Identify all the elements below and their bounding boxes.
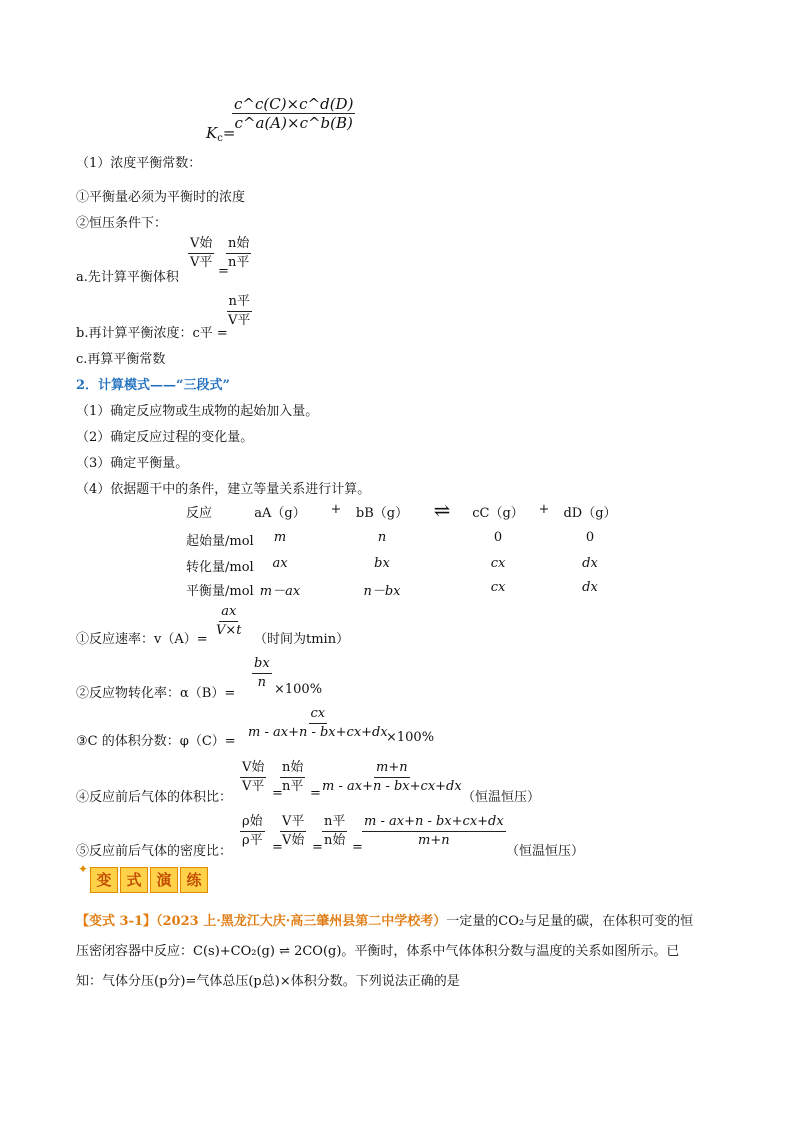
- volume-fraction-tail: ×100%: [386, 730, 435, 745]
- density-frac4: $\frac{m - ax+n - bx+cx+dx}{m+n}$: [364, 814, 504, 848]
- gas-volume-note: （恒温恒压）: [462, 790, 541, 805]
- question-line2: 压密闭容器中反应：C(s)+CO₂(g) ⇌ 2CO(g)。平衡时，体系中气体体积分数与温度的关系如图所示。已: [76, 944, 680, 959]
- question-line1: [76, 910, 693, 929]
- step-2: （2）确定反应过程的变化量。: [76, 430, 254, 445]
- step-4: （4）依据题干中的条件，建立等量关系进行计算。: [76, 482, 371, 497]
- eq-sign: =: [272, 786, 283, 801]
- conversion-frac: $\frac{bx}{n}$: [254, 656, 270, 690]
- gas-volume-frac3: $\frac{m+n}{m - ax+n - bx+cx+dx}$: [322, 760, 462, 794]
- volume-fraction-frac: $\frac{cx}{m - ax+n - bx+cx+dx}$: [248, 706, 388, 740]
- rate-frac: $\frac{ax}{V\times t}$: [216, 604, 242, 638]
- table-cell: n: [377, 530, 387, 545]
- table-cell: 0: [493, 530, 503, 545]
- row-label-start: 起始量/mol: [186, 534, 254, 549]
- banner-char: 变: [90, 867, 118, 893]
- a-eq: =: [218, 264, 229, 279]
- conversion-tail: ×100%: [274, 682, 323, 697]
- gas-volume-ratio-label: ④反应前后气体的体积比：: [76, 790, 233, 805]
- table-cell: m: [273, 530, 287, 545]
- density-frac3: n平 n始: [324, 814, 346, 848]
- gas-volume-frac1: V始 V平: [242, 760, 265, 794]
- density-ratio-label: ⑤反应前后气体的密度比：: [76, 844, 233, 859]
- a-frac1: V始 V平: [190, 236, 213, 270]
- conversion-label: ②反应物转化率：α（B）=: [76, 686, 236, 701]
- table-cell: cx: [490, 556, 506, 571]
- section1-heading: （1）浓度平衡常数：: [76, 156, 202, 171]
- density-note: （恒温恒压）: [506, 844, 585, 859]
- eq-sign: =: [312, 840, 323, 855]
- kc-denominator: c^a(A)×c^b(B): [234, 114, 353, 132]
- table-header-d: dD（g）: [563, 506, 617, 521]
- table-cell: m－ax: [259, 584, 301, 599]
- step-1: （1）确定反应物或生成物的起始加入量。: [76, 404, 319, 419]
- table-cell: dx: [582, 556, 598, 571]
- practice-banner: [78, 862, 212, 896]
- b-frac: n平 V平: [228, 294, 251, 328]
- table-cell: dx: [582, 580, 598, 595]
- point2: ②恒压条件下：: [76, 216, 168, 231]
- eq-sign: =: [310, 786, 321, 801]
- table-cell: cx: [490, 580, 506, 595]
- table-header-c: cC（g）: [472, 506, 524, 521]
- section2-title: 2．计算模式——“三段式”: [76, 378, 231, 393]
- table-cell: ax: [272, 556, 288, 571]
- question-tag: 【变式 3-1】: [76, 914, 157, 929]
- kc-numerator: c^c(C)×c^d(D): [234, 95, 354, 113]
- banner-char: 式: [120, 867, 148, 893]
- kc-lhs: $K_c=$: [206, 124, 236, 144]
- table-header-plus2: +: [538, 502, 550, 517]
- table-cell: bx: [374, 556, 390, 571]
- table-header-plus1: +: [330, 502, 342, 517]
- table-header-label: 反应: [186, 506, 213, 521]
- table-cell: n－bx: [363, 584, 401, 599]
- c-label: c.再算平衡常数: [76, 352, 166, 367]
- spark-icon: ✦: [78, 862, 89, 876]
- gas-volume-frac2: n始 n平: [282, 760, 304, 794]
- table-cell: 0: [585, 530, 595, 545]
- table-header-b: bB（g）: [355, 506, 409, 521]
- rate-note: （时间为tmin）: [254, 632, 350, 647]
- a-frac2: n始 n平: [228, 236, 250, 270]
- a-label: a.先计算平衡体积: [76, 270, 179, 285]
- eq-sign: =: [272, 840, 283, 855]
- question-line3: 知：气体分压(p分)=气体总压(p总)×体积分数。下列说法正确的是: [76, 974, 460, 989]
- question-source: （2023 上·黑龙江大庆·高三肇州县第二中学校考）: [156, 914, 447, 929]
- table-header-a: aA（g）: [254, 506, 306, 521]
- rate-label: ①反应速率：v（A）=: [76, 632, 208, 647]
- banner-char: 练: [180, 867, 208, 893]
- question-text: 一定量的CO₂与足量的碳，在体积可变的恒: [446, 914, 694, 929]
- density-frac1: ρ始 ρ平: [242, 814, 263, 848]
- density-frac2: V平 V始: [282, 814, 305, 848]
- row-label-equilibrium: 平衡量/mol: [186, 584, 254, 599]
- point1: ①平衡量必须为平衡时的浓度: [76, 190, 246, 205]
- row-label-change: 转化量/mol: [186, 560, 254, 575]
- banner-char: 演: [150, 867, 178, 893]
- volume-fraction-label: ③C 的体积分数：φ（C）=: [76, 734, 236, 749]
- step-3: （3）确定平衡量。: [76, 456, 189, 471]
- eq-sign: =: [352, 840, 363, 855]
- kc-fraction: [232, 96, 355, 131]
- b-label: b.再计算平衡浓度：c平 =: [76, 326, 228, 341]
- equilibrium-arrow: ⇌: [433, 498, 451, 522]
